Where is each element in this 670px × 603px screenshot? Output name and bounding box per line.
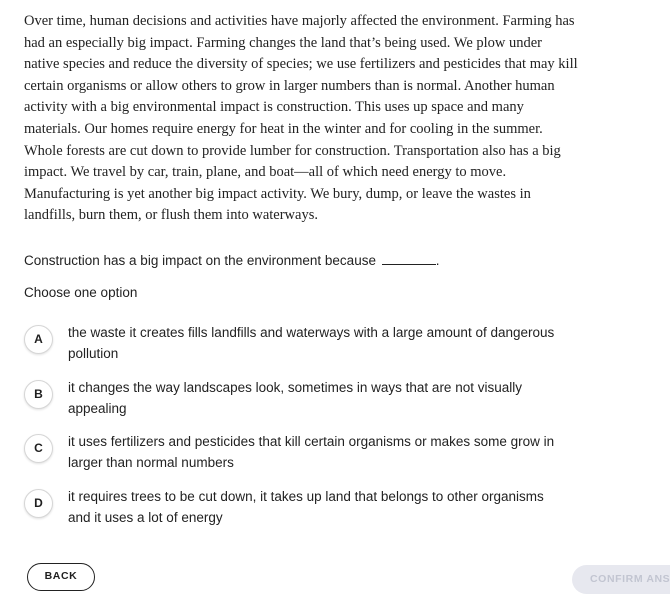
option-text-d[interactable]: it requires trees to be cut down, it takes up land that belongs to other organisms and it uses a lot of energy xyxy=(68,489,544,525)
answer-blank xyxy=(382,252,436,265)
option-text-b[interactable]: it changes the way landscapes look, sometimes in ways that are not visually appealing xyxy=(68,380,522,416)
option-b[interactable] xyxy=(24,378,584,422)
question-end: . xyxy=(435,253,440,268)
option-letter-c[interactable]: C xyxy=(24,434,53,463)
question-stem xyxy=(24,251,624,271)
option-text-a[interactable]: the waste it creates fills landfills and waterways with a large amount of dangerous pollution xyxy=(68,325,555,361)
option-c[interactable] xyxy=(24,432,584,476)
back-button[interactable]: BACK xyxy=(27,563,95,591)
option-d[interactable] xyxy=(24,487,584,531)
option-letter-a[interactable]: A xyxy=(24,325,53,354)
choose-prompt: Choose one option xyxy=(24,285,138,300)
question-text: Construction has a big impact on the environment because xyxy=(24,253,376,268)
option-a[interactable] xyxy=(24,323,584,367)
option-letter-b[interactable]: B xyxy=(24,380,53,409)
confirm-answer-button[interactable]: CONFIRM ANS xyxy=(572,565,670,594)
reading-passage: Over time, human decisions and activities have majorly affected the environment. Farming has had an especially big impact. Farming changes the land that’s being used. We plow under native species and reduce the diversity of species; we use fertilizers and pesticides that may kill certain organisms or allow others to grow in larger numbers than is normal. Another human activity with a big environmental impact is construction. This uses up space and many materials. Our homes require energy for heat in the winter and for cooling in the summer. Whole forests are cut down to provide lumber for construction. Transportation also has a big impact. We travel by car, train, plane, and boat—all of which need energy to move. Manufacturing is yet another big impact activity. We bury, dump, or leave the wastes in landfills, burn them, or flush them into waterways. xyxy=(24,13,578,224)
option-letter-d[interactable]: D xyxy=(24,489,53,518)
option-text-c[interactable]: it uses fertilizers and pesticides that kill certain organisms or makes some grow in larger than normal numbers xyxy=(68,434,555,470)
